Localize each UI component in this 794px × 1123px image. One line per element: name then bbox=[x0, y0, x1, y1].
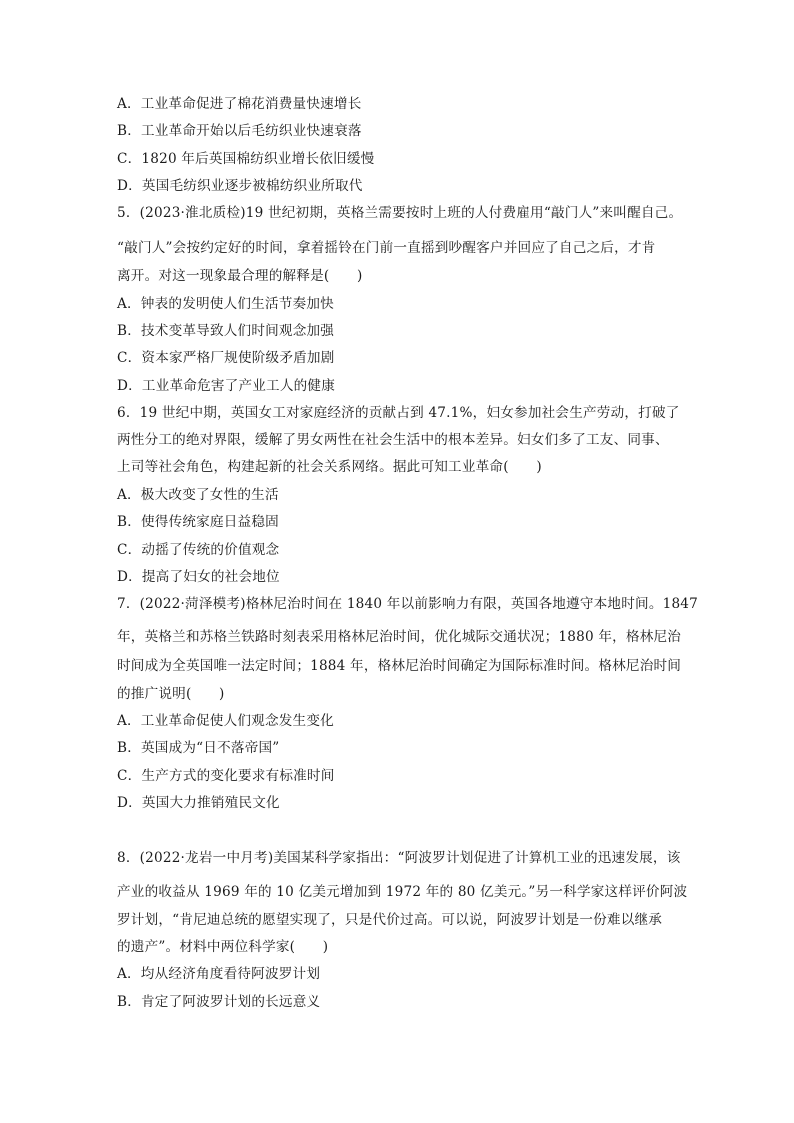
q7-stem-line-1: 7．(2022·菏泽模考)格林尼治时间在 1840 年以前影响力有限，英国各地遵守本地时间。1847 bbox=[117, 596, 699, 612]
q6-option-a: A．极大改变了女性的生活 bbox=[117, 487, 279, 503]
q7-stem-line-3: 时间成为全英国唯一法定时间；1884 年，格林尼治时间确定为国际标准时间。格林尼治时间 bbox=[117, 658, 682, 674]
q4-option-c: C．1820 年后英国棉纺织业增长依旧缓慢 bbox=[117, 151, 375, 167]
q5-stem-line-1: 5．(2023·淮北质检)19 世纪初期，英格兰需要按时上班的人付费雇用“敲门人”来叫醒自己。 bbox=[117, 205, 683, 221]
q7-stem-line-4: 的推广说明( ) bbox=[117, 686, 225, 702]
q5-option-b: B．技术变革导致人们时间观念加强 bbox=[117, 323, 335, 339]
q7-option-b: B．英国成为“日不落帝国” bbox=[117, 740, 280, 756]
q4-option-b: B．工业革命开始以后毛纺织业快速衰落 bbox=[117, 123, 362, 139]
q5-option-d: D．工业革命危害了产业工人的健康 bbox=[117, 378, 336, 394]
q6-option-b: B．使得传统家庭日益稳固 bbox=[117, 514, 279, 530]
q7-option-a: A．工业革命促使人们观念发生变化 bbox=[117, 713, 334, 729]
q6-option-c: C．动摇了传统的价值观念 bbox=[117, 542, 280, 558]
q5-option-c: C．资本家严格厂规使阶级矛盾加剧 bbox=[117, 350, 335, 366]
q8-stem-line-4: 的遗产”。材料中两位科学家( ) bbox=[117, 939, 329, 955]
q4-option-d: D．英国毛纺织业逐步被棉纺织业所取代 bbox=[117, 178, 363, 194]
q6-stem-line-1: 6．19 世纪中期，英国女工对家庭经济的贡献占到 47.1%，妇女参加社会生产劳动，打破了 bbox=[117, 405, 680, 421]
q5-stem-line-3: 离开。对这一现象最合理的解释是( ) bbox=[117, 268, 363, 284]
q6-option-d: D．提高了妇女的社会地位 bbox=[117, 569, 280, 585]
q7-option-c: C．生产方式的变化要求有标准时间 bbox=[117, 768, 335, 784]
q4-option-a: A．工业革命促进了棉花消费量快速增长 bbox=[117, 96, 362, 112]
q6-stem-line-3: 上司等社会角色，构建起新的社会关系网络。据此可知工业革命( ) bbox=[117, 459, 542, 475]
q8-stem-line-1: 8．(2022·龙岩一中月考)美国某科学家指出：“阿波罗计划促进了计算机工业的迅速发展，该 bbox=[117, 850, 681, 866]
q8-stem-line-2: 产业的收益从 1969 年的 10 亿美元增加到 1972 年的 80 亿美元。”另一科学家这样评价阿波 bbox=[117, 884, 688, 900]
q5-stem-line-2: “敲门人”会按约定好的时间，拿着摇铃在门前一直摇到吵醒客户并回应了自己之后，才肯 bbox=[117, 240, 656, 256]
q8-option-a: A．均从经济角度看待阿波罗计划 bbox=[117, 966, 321, 982]
q8-option-b: B．肯定了阿波罗计划的长远意义 bbox=[117, 994, 321, 1010]
q8-stem-line-3: 罗计划，“肯尼迪总统的愿望实现了，只是代价过高。可以说，阿波罗计划是一份难以继承 bbox=[117, 912, 663, 928]
q7-stem-line-2: 年，英格兰和苏格兰铁路时刻表采用格林尼治时间，优化城际交通状况；1880 年，格林尼治 bbox=[117, 629, 682, 645]
q5-option-a: A．钟表的发明使人们生活节奏加快 bbox=[117, 296, 334, 312]
q6-stem-line-2: 两性分工的绝对界限，缓解了男女两性在社会生活中的根本差异。妇女们多了工友、同事、 bbox=[117, 432, 669, 448]
q7-option-d: D．英国大力推销殖民文化 bbox=[117, 795, 280, 811]
